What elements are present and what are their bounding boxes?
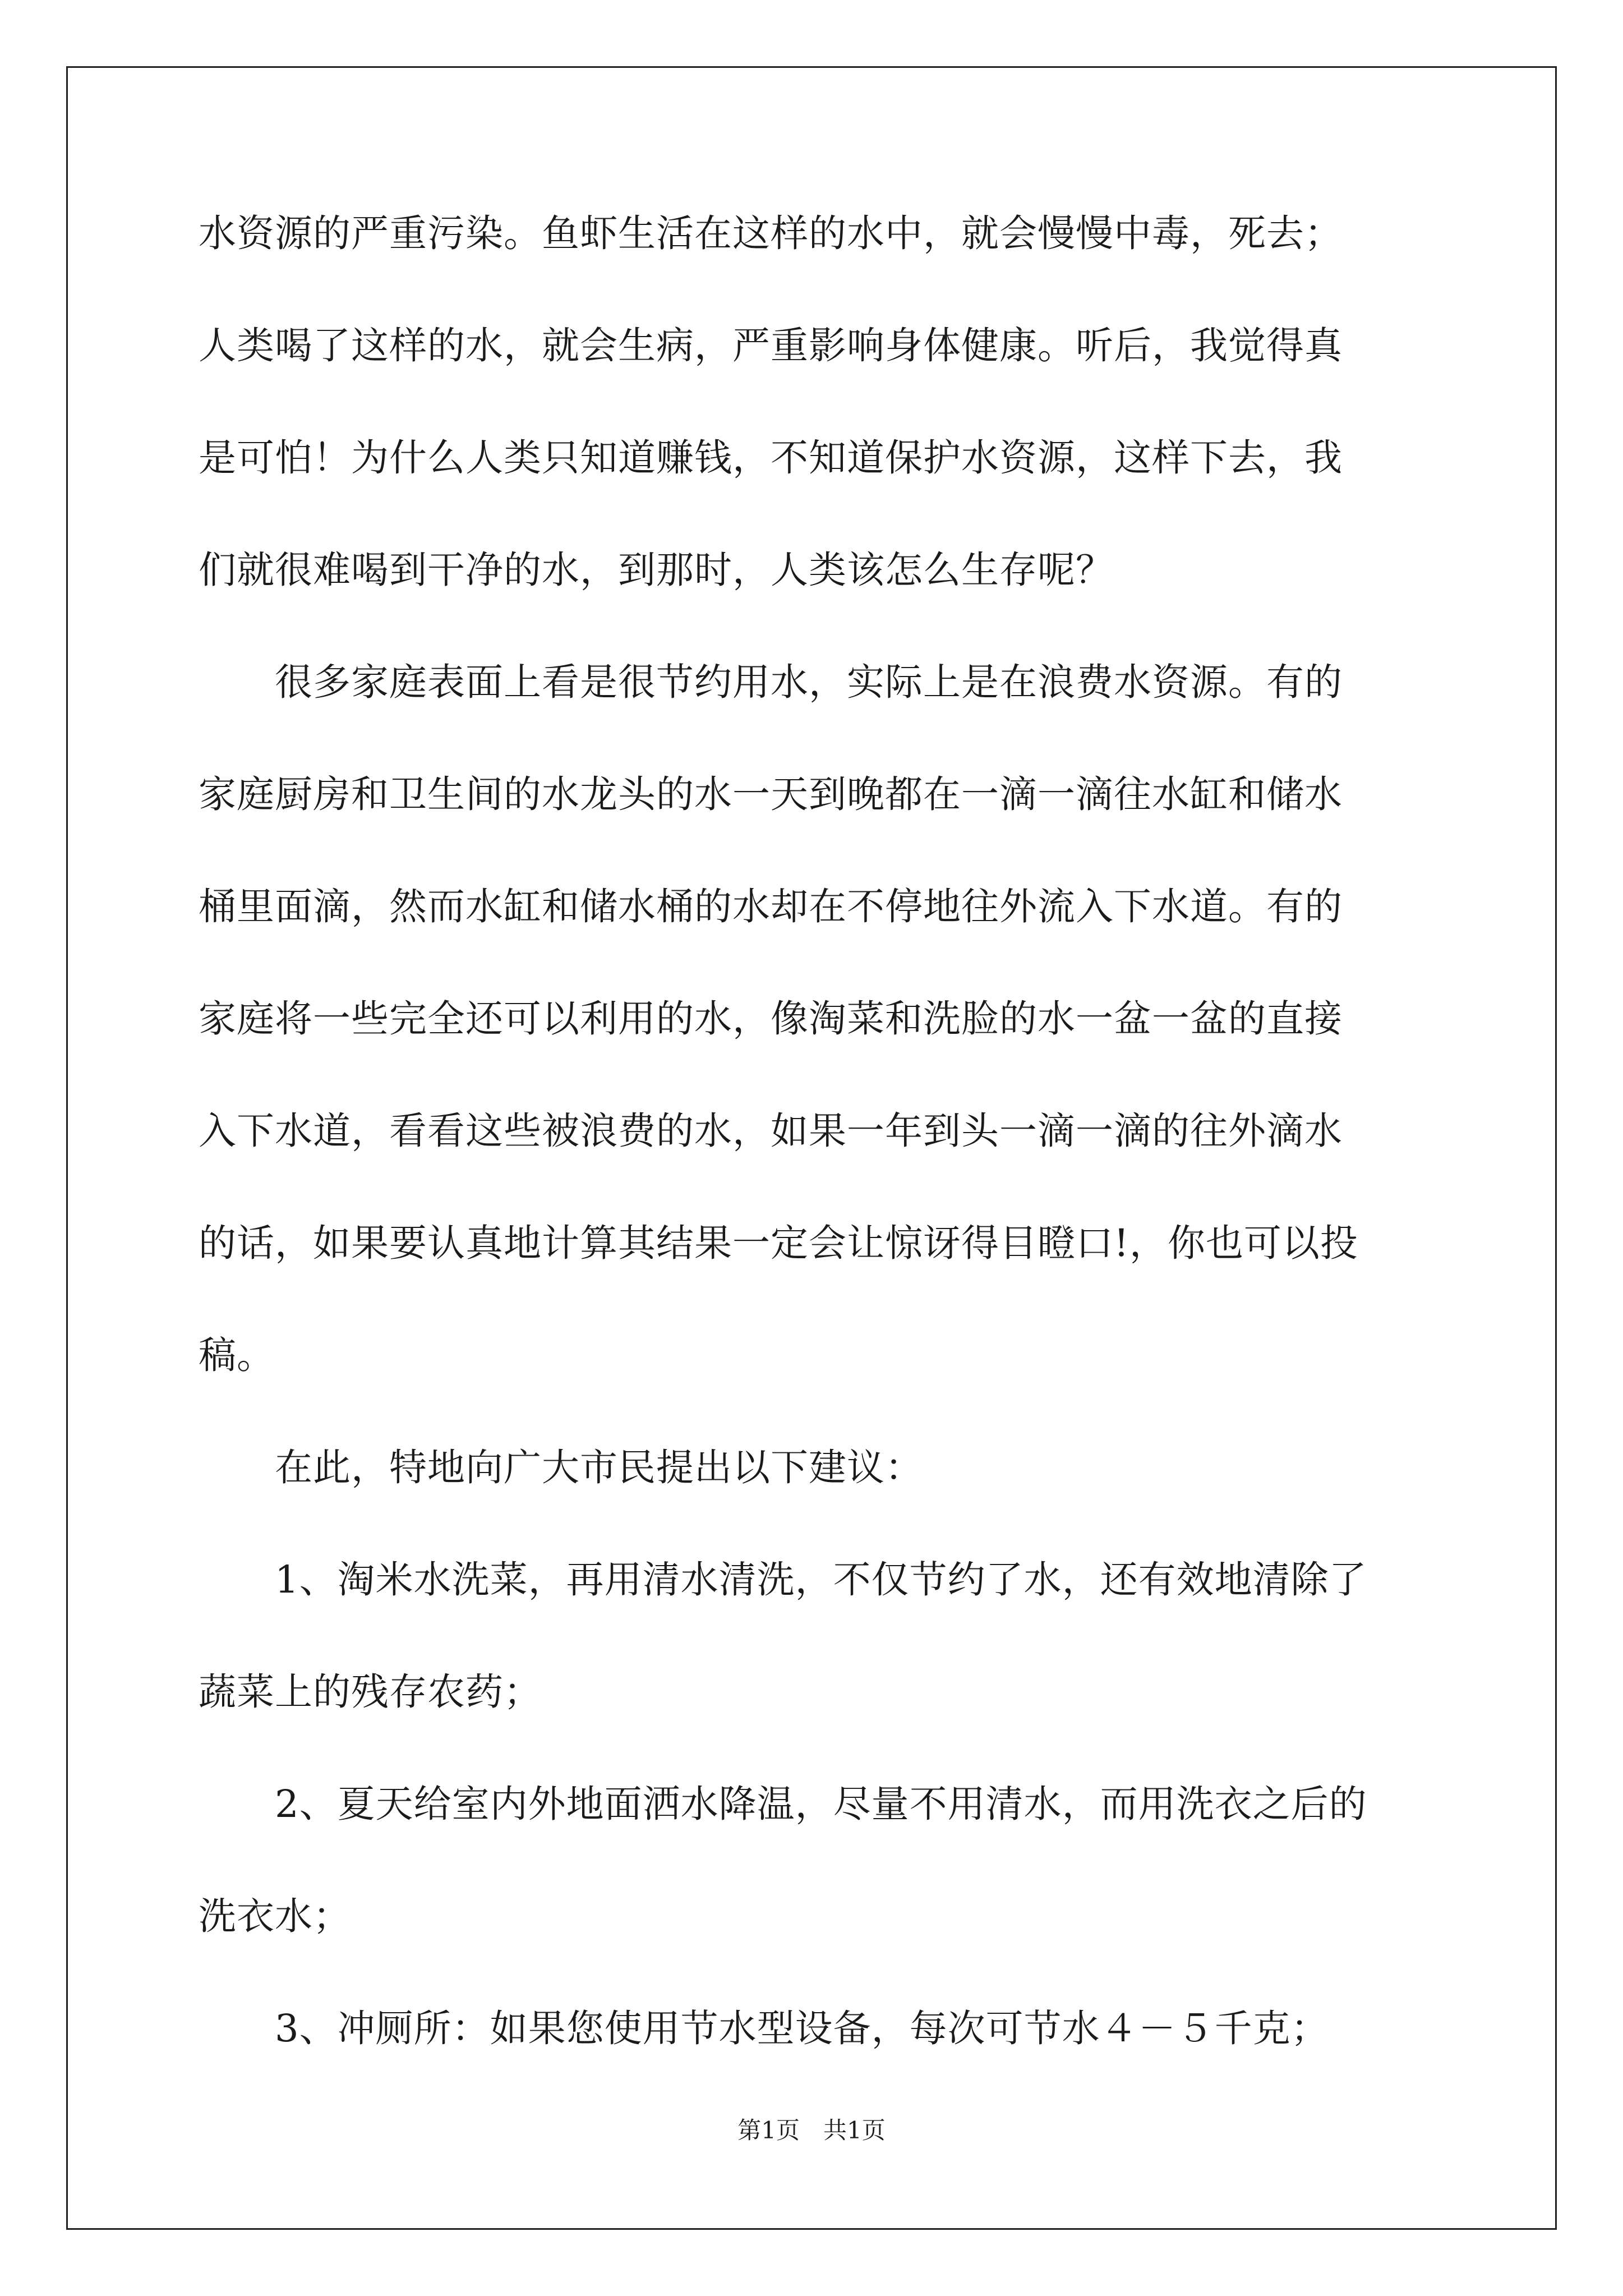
body-text-line: 在此，特地向广大市民提出以下建议： xyxy=(199,1446,923,1489)
body-text-line: 们就很难喝到干净的水，到那时，人类该怎么生存呢？ xyxy=(199,548,1114,592)
body-text-line: 很多家庭表面上看是很节约用水，实际上是在浪费水资源。有的 xyxy=(199,660,1343,704)
body-text-line: 2、夏天给室内外地面洒水降温，尽量不用清水，而用洗衣之后的 xyxy=(199,1782,1367,1826)
body-text-line: 桶里面滴，然而水缸和储水桶的水却在不停地往外流入下水道。有的 xyxy=(199,885,1343,928)
body-text-line: 是可怕！为什么人类只知道赚钱，不知道保护水资源，这样下去，我 xyxy=(199,436,1343,480)
body-text-line: 的话，如果要认真地计算其结果一定会让惊讶得目瞪口!，你也可以投 xyxy=(199,1221,1358,1265)
body-text-line: 家庭厨房和卫生间的水龙头的水一天到晚都在一滴一滴往水缸和储水 xyxy=(199,772,1343,816)
body-text-line: 3、冲厕所：如果您使用节水型设备，每次可节水４－５千克； xyxy=(199,2007,1329,2050)
body-text-line: 家庭将一些完全还可以利用的水，像淘菜和洗脸的水一盆一盆的直接 xyxy=(199,997,1343,1041)
page-number-footer: 第1页 共1页 xyxy=(737,2116,886,2144)
body-text-line: 洗衣水； xyxy=(199,1894,351,1938)
body-text-line: 1、淘米水洗菜，再用清水清洗，不仅节约了水，还有效地清除了 xyxy=(199,1558,1367,1602)
body-text-line: 蔬菜上的残存农药； xyxy=(199,1670,542,1714)
body-text-line: 水资源的严重污染。鱼虾生活在这样的水中，就会慢慢中毒，死去； xyxy=(199,211,1343,255)
body-text-line: 人类喝了这样的水，就会生病，严重影响身体健康。听后，我觉得真 xyxy=(199,324,1343,367)
body-text-line: 稿。 xyxy=(199,1333,275,1377)
body-text-line: 入下水道，看看这些被浪费的水，如果一年到头一滴一滴的往外滴水 xyxy=(199,1109,1343,1153)
